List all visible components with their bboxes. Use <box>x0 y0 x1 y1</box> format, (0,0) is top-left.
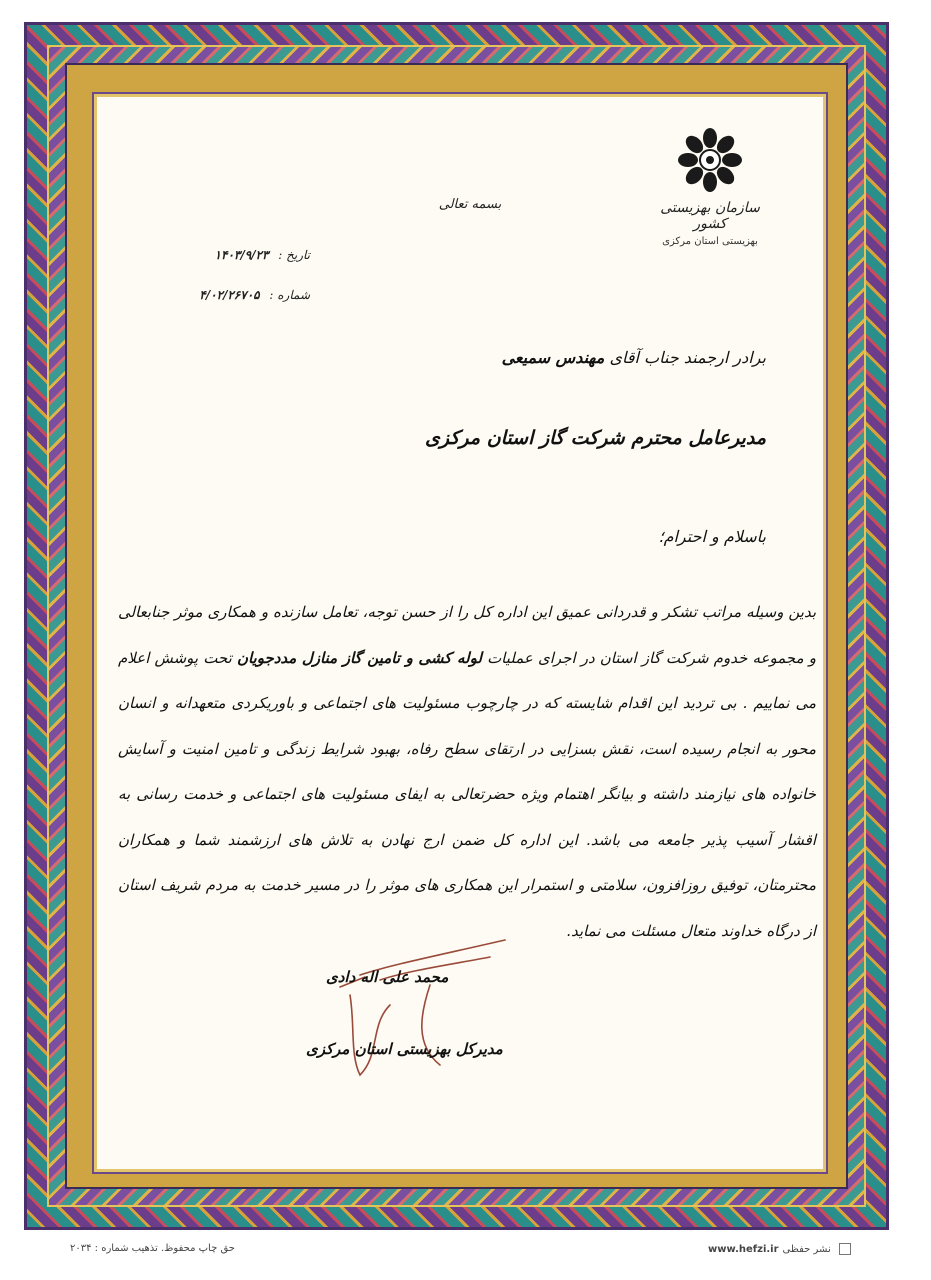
signer-title: مدیرکل بهزیستی استان مرکزی <box>306 1040 503 1058</box>
salutation-line <box>266 348 766 367</box>
handwritten-signature <box>320 935 520 1085</box>
organization-name: سازمان بهزیستی کشور <box>660 200 760 232</box>
welfare-flower-logo-icon <box>674 124 746 196</box>
recipient-title: مدیرعامل محترم شرکت گاز استان مرکزی <box>425 427 766 449</box>
publisher-logo-icon <box>839 1243 851 1255</box>
recipient-name: مهندس سمیعی <box>501 348 605 367</box>
number-label: شماره : <box>269 288 310 302</box>
footer-website: www.hefzi.ir <box>708 1243 779 1255</box>
letter-date <box>150 248 310 262</box>
footer-publisher-name: نشر حفظی <box>782 1243 831 1255</box>
footer-copyright: حق چاپ محفوظ. تذهیب شماره : ۲۰۳۴ <box>70 1243 235 1254</box>
body-text-bold: لوله کشی و تامین گاز منازل مددجویان <box>236 648 482 667</box>
organization-logo <box>655 124 765 274</box>
date-value: ۱۴۰۳/۹/۲۳ <box>214 248 269 262</box>
number-value: ۴/۰۲/۲۶۷۰۵ <box>199 288 260 302</box>
salutation-lead: برادر ارجمند جناب آقای <box>609 348 766 367</box>
signer-name: محمد علی اله دادی <box>326 968 449 986</box>
greeting: باسلام و احترام؛ <box>658 527 766 546</box>
body-text-part1: بدین وسیله مراتب تشکر و قدردانی عمیق این اداره کل را از حسن توجه، تعامل سازنده و همکاری موثر جنابعالی و مجموعه خدوم شرکت گاز استان در اجرای عملیات <box>118 603 816 667</box>
organization-subname: بهزیستی استان مرکزی <box>662 236 758 247</box>
body-text-part2: تحت پوشش اعلام می نماییم . بی تردید این اقدام شایسته که در چارچوب مسئولیت های اجتماعی و باوریکردی متعهدانه و انسان محور به انجام رسیده است، نقش بسزایی در ارتقای سطح رفاه، بهبود شرایط زندگی و تامین امنیت و آسایش خانواده های نیازمند داشته و بیانگر اهتمام ویژه حضرتعالی به ایفای مسئولیت های اجتماعی و خدمت رسانی به اقشار آسیب پذیر جامعه می باشد. این اداره کل ضمن ارج نهادن به تلاش های ارزشمند شما و همکاران محترمتان، توفیق روزافزون، سلامتی و استمرار این همکاری های موثر را در مسیر خدمت به مردم شریف استان از درگاه خداوند متعال مسئلت می نماید. <box>118 648 816 940</box>
letter-number <box>150 288 310 302</box>
date-label: تاریخ : <box>278 248 310 262</box>
footer-publisher <box>708 1243 851 1255</box>
basmala-heading: بسمه تعالی <box>438 197 502 212</box>
letter-body <box>118 590 816 954</box>
